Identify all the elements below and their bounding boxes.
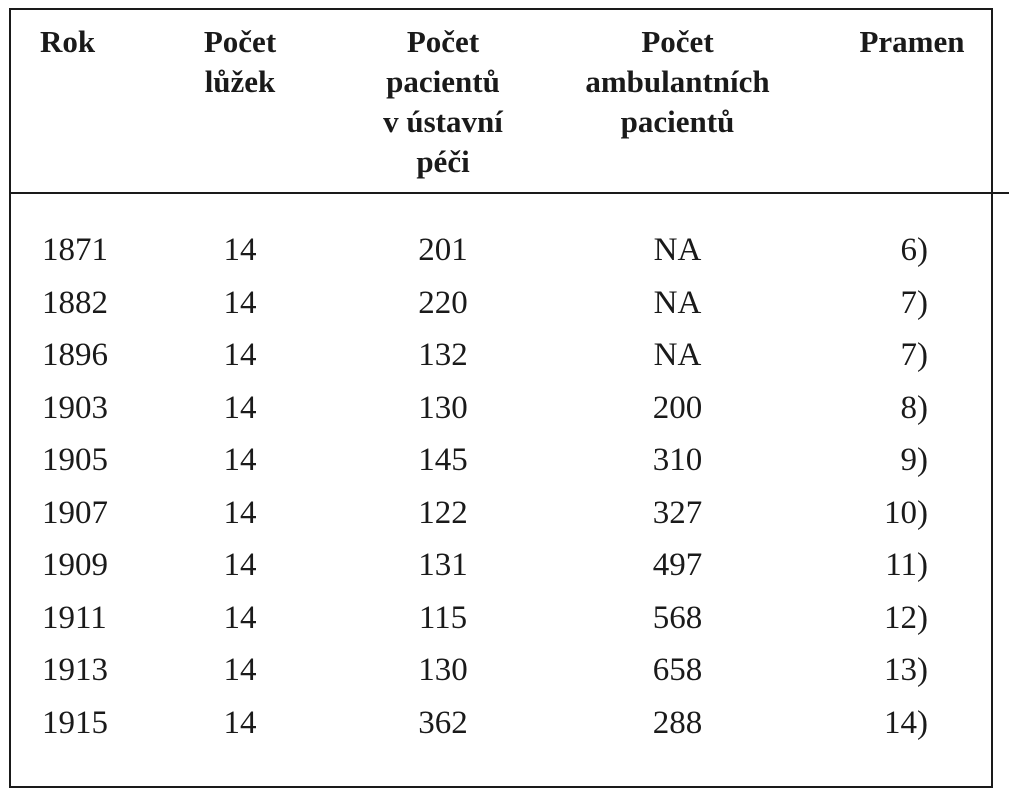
cell-rok: 1907	[42, 494, 108, 531]
cell-rok: 1913	[42, 652, 108, 688]
cell-pocet-ambulantnich: 658	[652, 652, 703, 688]
cell-pocet-luzek: 14	[223, 547, 257, 583]
cell-pocet-luzek: 14	[223, 442, 257, 478]
cell-pocet-luzek: 14	[223, 232, 257, 268]
table-row	[0, 539, 1010, 591]
cell-pocet-luzek: 14	[223, 389, 257, 426]
table-row	[0, 329, 1010, 381]
cell-pocet-ambulantnich: 200	[652, 389, 703, 426]
cell-rok: 1915	[42, 704, 108, 741]
cell-pramen: 10)	[884, 494, 928, 531]
cell-pocet-ustavni: 132	[418, 337, 468, 373]
table-row	[0, 697, 1010, 749]
cell-pocet-luzek: 14	[223, 599, 257, 636]
table-row	[0, 592, 1010, 644]
cell-pramen: 11)	[885, 547, 928, 583]
cell-rok: 1896	[42, 337, 108, 373]
header-pocet-pacientu-ustavni: Počet pacientů v ústavní péči	[383, 24, 503, 179]
cell-pocet-ustavni: 122	[418, 494, 468, 531]
cell-pramen: 14)	[884, 704, 928, 741]
header-rok: Rok	[40, 24, 96, 59]
cell-pocet-luzek: 14	[223, 704, 257, 741]
cell-pocet-ustavni: 115	[418, 599, 468, 636]
header-pocet-luzek: Počet lůžek	[203, 24, 277, 99]
cell-pramen: 12)	[884, 599, 928, 636]
cell-pocet-ambulantnich: 310	[652, 442, 703, 478]
header-divider	[9, 192, 1009, 194]
cell-pocet-ambulantnich: 497	[652, 547, 703, 583]
cell-pocet-ustavni: 220	[418, 284, 468, 321]
cell-pocet-luzek: 14	[223, 652, 257, 688]
cell-pocet-ambulantnich: 568	[652, 599, 703, 636]
table-row	[0, 644, 1010, 696]
cell-pocet-ambulantnich: NA	[653, 337, 702, 373]
cell-pramen: 7)	[900, 284, 928, 321]
cell-pocet-ambulantnich: NA	[653, 232, 702, 268]
table-row	[0, 487, 1010, 539]
cell-rok: 1909	[42, 547, 108, 583]
table-row	[0, 224, 1010, 276]
cell-pocet-ustavni: 201	[418, 232, 468, 268]
cell-pramen: 8)	[900, 389, 928, 426]
cell-pramen: 9)	[900, 442, 928, 478]
cell-pocet-ambulantnich: 327	[652, 494, 703, 531]
cell-rok: 1882	[42, 284, 108, 321]
header-pramen: Pramen	[859, 24, 965, 59]
cell-pocet-luzek: 14	[223, 337, 257, 373]
cell-pocet-ambulantnich: NA	[653, 284, 702, 321]
cell-pocet-ambulantnich: 288	[652, 704, 703, 741]
table-row	[0, 277, 1010, 329]
cell-pocet-ustavni: 131	[418, 547, 468, 583]
cell-pramen: 13)	[884, 652, 928, 688]
cell-pocet-ustavni: 362	[418, 704, 468, 741]
table-row	[0, 382, 1010, 434]
cell-pocet-luzek: 14	[223, 284, 257, 321]
cell-pramen: 7)	[900, 337, 928, 373]
cell-pocet-ustavni: 145	[418, 442, 468, 478]
cell-pocet-luzek: 14	[223, 494, 257, 531]
cell-pramen: 6)	[900, 232, 928, 268]
cell-rok: 1871	[42, 232, 108, 268]
cell-rok: 1903	[42, 389, 108, 426]
cell-pocet-ustavni: 130	[418, 389, 468, 426]
cell-rok: 1905	[42, 442, 108, 478]
table-row	[0, 434, 1010, 486]
header-pocet-ambulantnich: Počet ambulantních pacientů	[585, 24, 770, 139]
cell-rok: 1911	[42, 599, 107, 636]
cell-pocet-ustavni: 130	[418, 652, 468, 688]
